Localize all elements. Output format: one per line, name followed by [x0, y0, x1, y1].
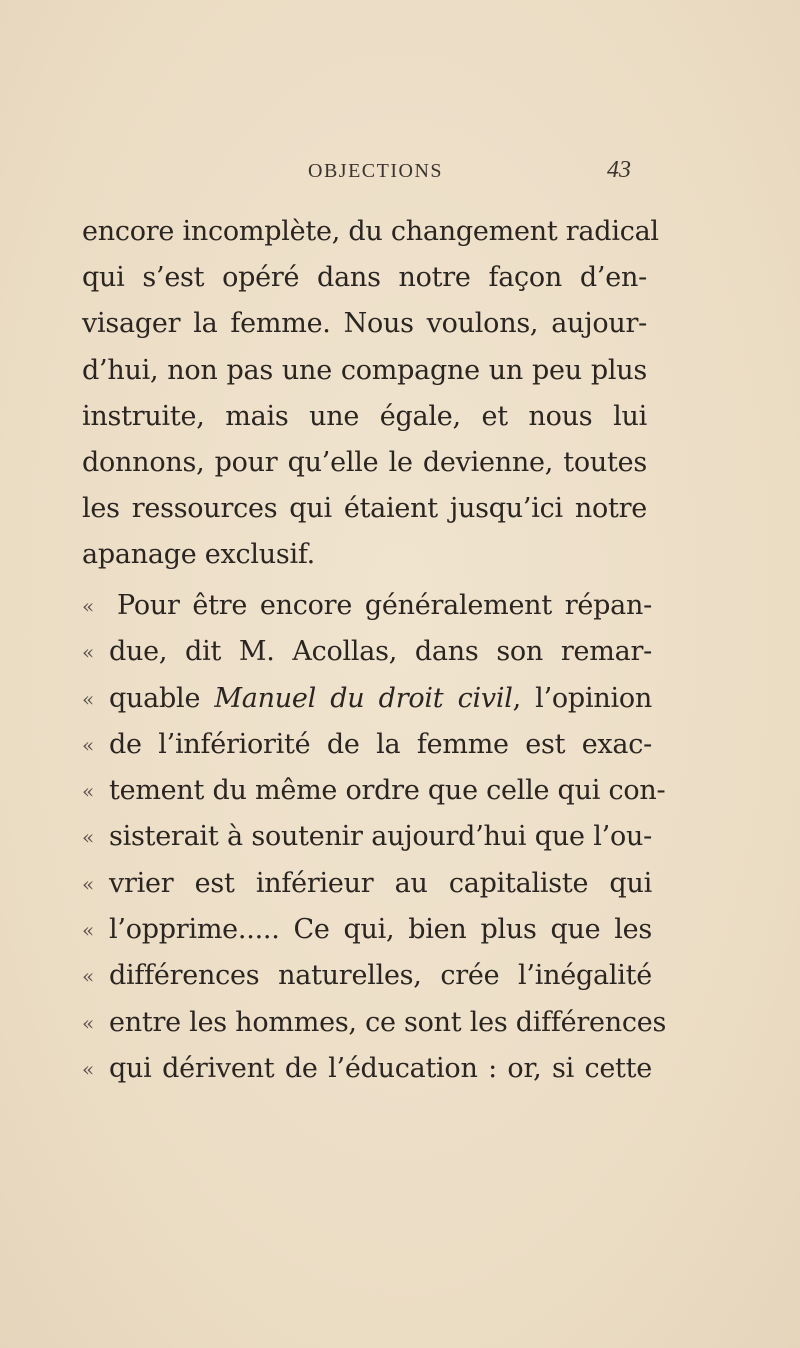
page-number: 43 — [607, 157, 631, 183]
guillemet: « — [82, 732, 95, 757]
guillemet: « — [82, 686, 95, 711]
quote-text: qui dérivent de l’éducation : or, si cette — [109, 1052, 652, 1084]
text-line: donnons, pour qu’elle le devienne, toutes — [82, 446, 647, 478]
guillemet: « — [82, 871, 95, 896]
quote-text: l’opprime..... Ce qui, bien plus que les — [109, 914, 652, 946]
quote-line — [82, 953, 652, 999]
guillemet: « — [82, 1010, 95, 1035]
quote-text: entre les hommes, ce sont les différences — [109, 1006, 667, 1038]
quotation — [82, 583, 667, 1092]
quote-text: due, dit M. Acollas, dans son remar- — [109, 636, 652, 668]
text-line: les ressources qui étaient jusqu’ici notre — [82, 493, 647, 525]
quote-text: , l’opinion — [512, 682, 652, 714]
quote-line — [82, 676, 652, 722]
quote-line — [82, 861, 652, 907]
text-line: instruite, mais une égale, et nous lui — [82, 400, 647, 432]
guillemet: « — [82, 594, 95, 618]
quote-line — [82, 1046, 652, 1092]
text-line: qui s’est opéré dans notre façon d’en- — [82, 262, 647, 294]
quote-text: quable — [109, 682, 215, 714]
quote-line — [82, 583, 652, 629]
quote-text: différences naturelles, crée l’inégalité — [109, 960, 652, 992]
quote-line — [82, 629, 652, 675]
guillemet: « — [82, 918, 95, 943]
quote-text: tement du même ordre que celle qui con- — [109, 775, 666, 807]
running-title: OBJECTIONS — [308, 160, 444, 182]
quote-line — [82, 907, 652, 953]
book-title: Manuel du droit civil — [214, 682, 513, 714]
quote-line — [82, 722, 652, 768]
text-line: encore incomplète, du changement radical — [82, 216, 659, 247]
guillemet: « — [82, 640, 95, 665]
quote-text: Pour être encore généralement répan- — [117, 590, 652, 621]
guillemet: « — [82, 964, 95, 989]
quote-text: vrier est inférieur au capitaliste qui — [109, 867, 652, 899]
guillemet: « — [82, 1056, 95, 1081]
body-paragraph — [82, 209, 659, 579]
quote-text: de l’infériorité de la femme est exac- — [109, 728, 652, 760]
guillemet: « — [82, 825, 95, 850]
quote-line — [82, 814, 652, 860]
quote-line — [82, 768, 666, 814]
text-line: apanage exclusif. — [82, 539, 316, 571]
quote-text: sisterait à soutenir aujourd’hui que l’ou- — [109, 821, 652, 853]
quote-line — [82, 1000, 667, 1046]
running-head — [0, 157, 800, 190]
quote-text-with-title — [109, 676, 652, 722]
guillemet: « — [82, 779, 95, 804]
text-line: d’hui, non pas une compagne un peu plus — [82, 354, 647, 386]
text-line: visager la femme. Nous voulons, aujour- — [82, 308, 647, 340]
